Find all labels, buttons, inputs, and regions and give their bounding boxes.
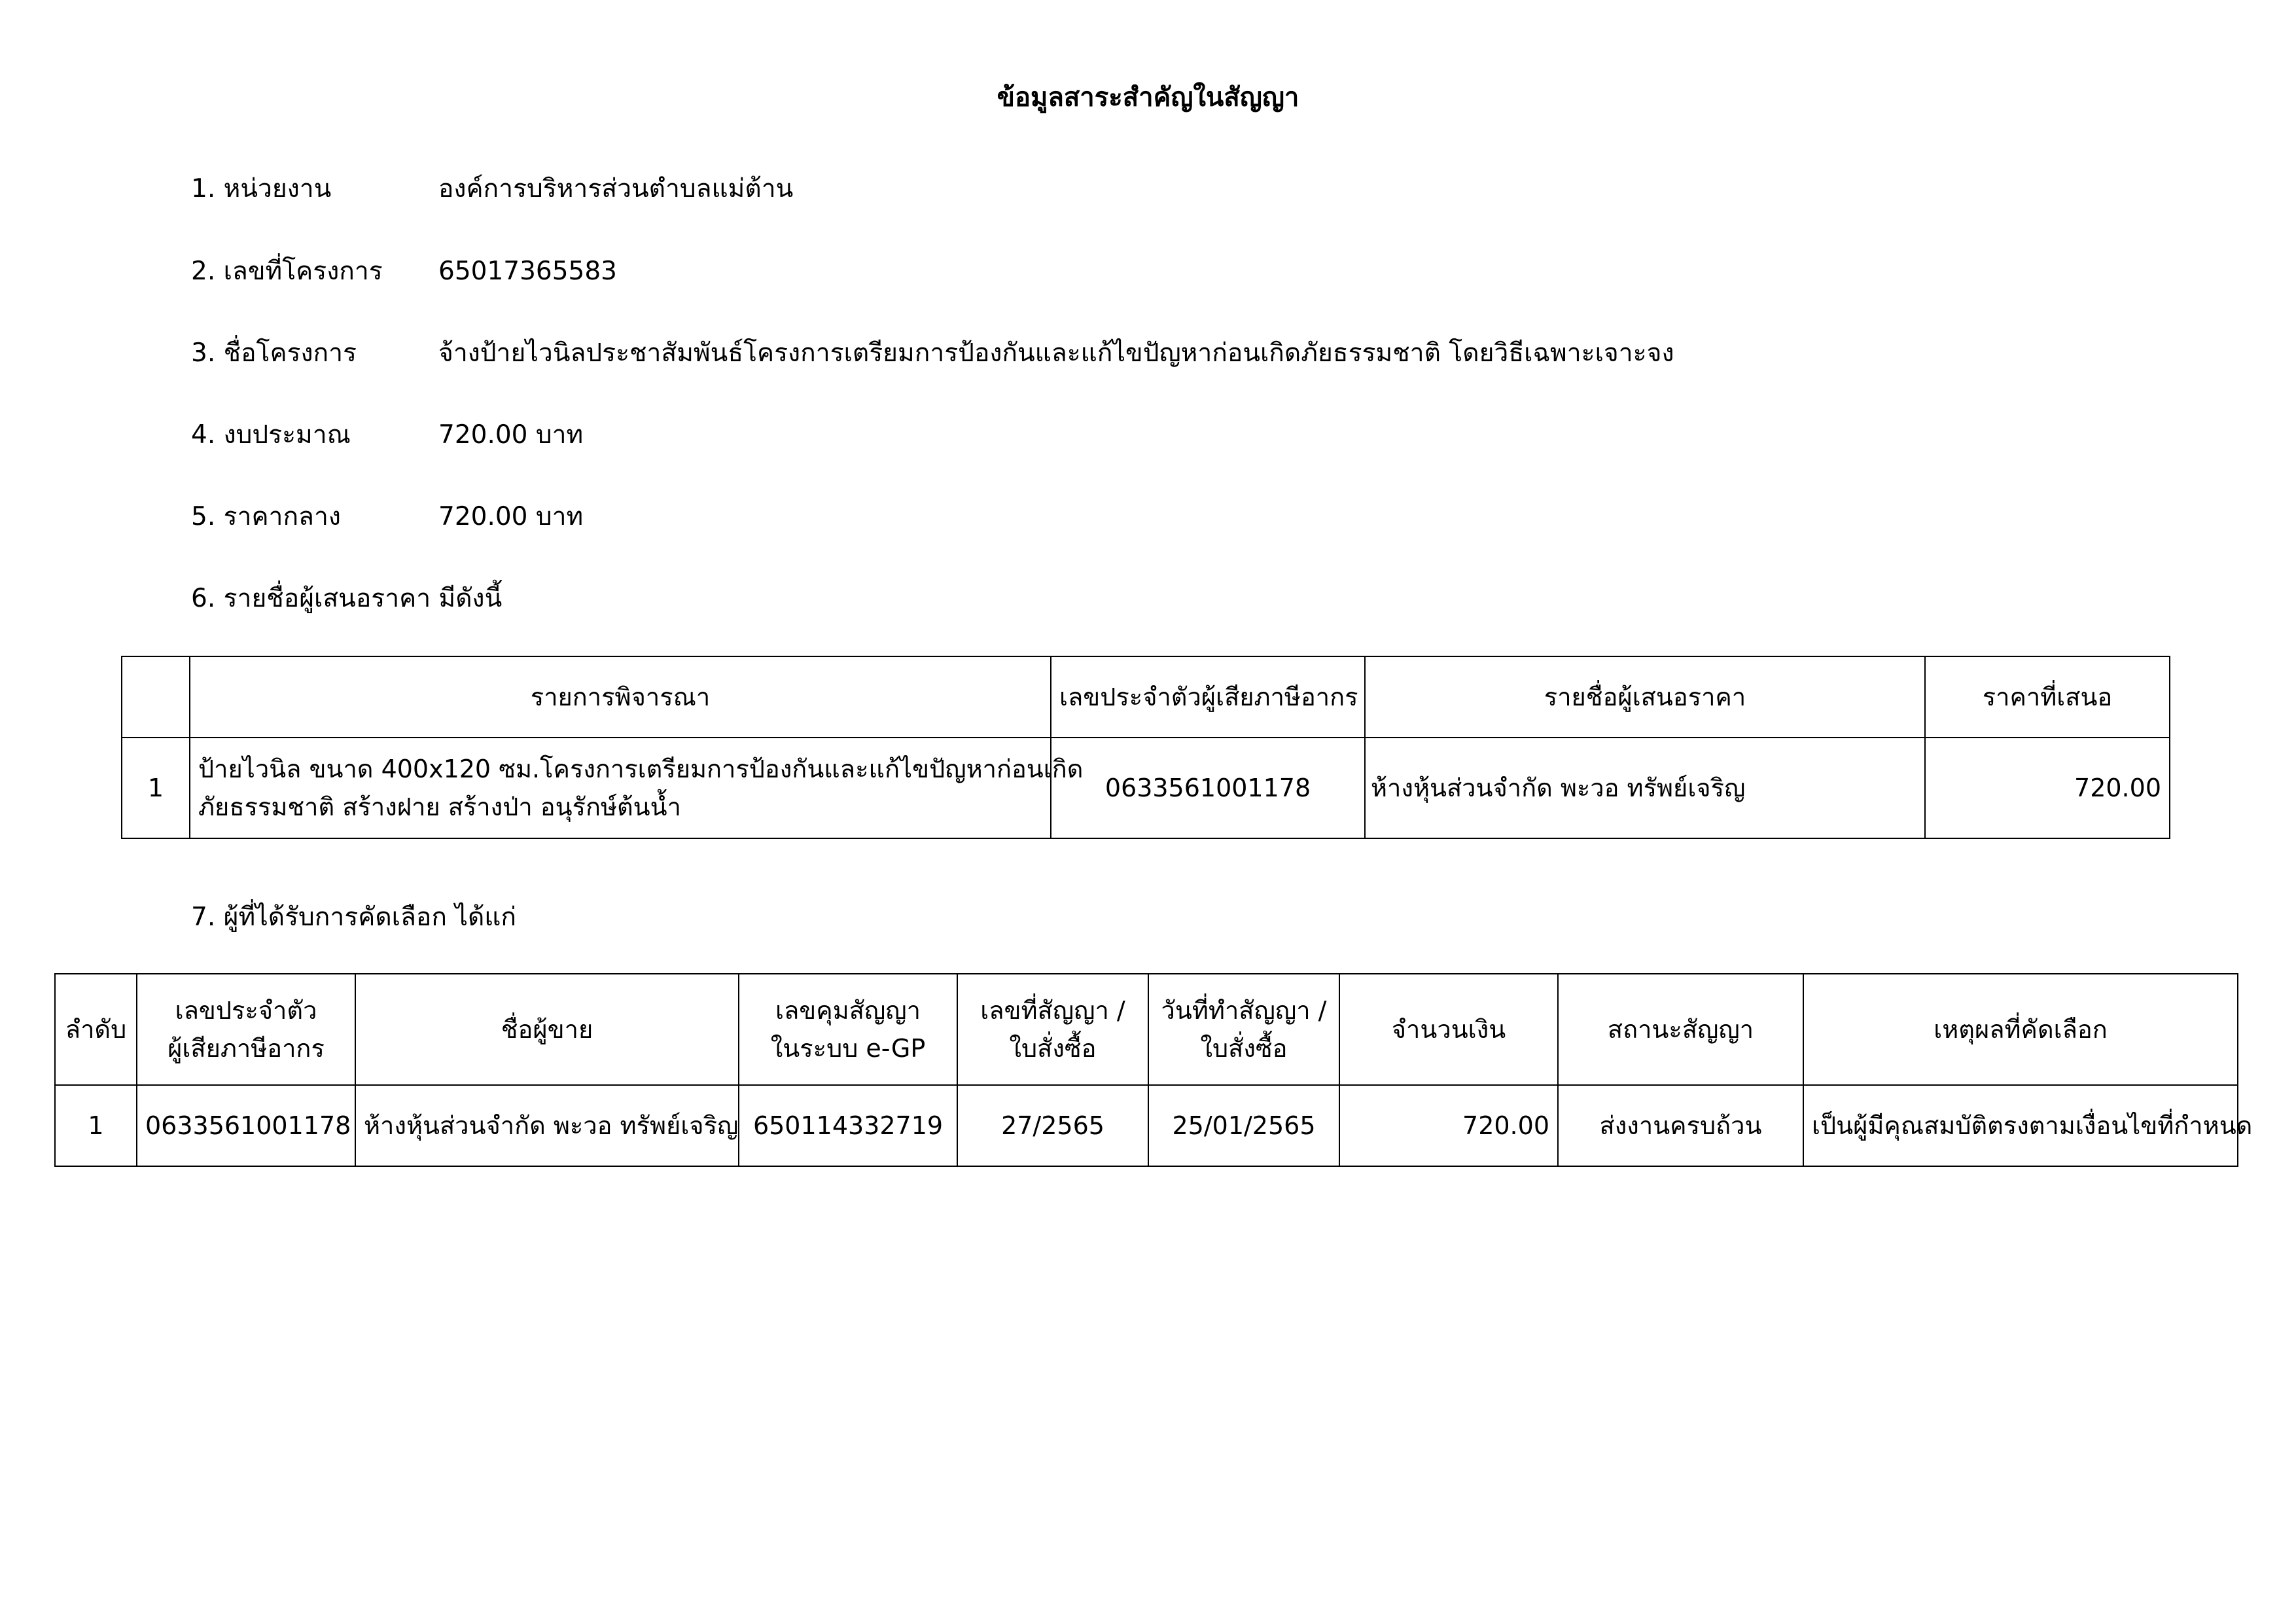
bid-tax-id: 0633561001178 (1051, 738, 1365, 838)
bids-header-index (122, 656, 190, 738)
header-line: เหตุผลที่คัดเลือก (1934, 1015, 2108, 1044)
bid-index: 1 (122, 738, 190, 838)
info-value: 65017365583 (438, 257, 617, 286)
winner-header-amount (1339, 974, 1558, 1085)
winner-contract-no: 27/2565 (957, 1085, 1148, 1166)
header-line: เลขประจำตัว (175, 996, 317, 1025)
info-label: 2. เลขที่โครงการ (191, 257, 383, 286)
header-line: เลขคุมสัญญา (775, 996, 921, 1025)
header-line: วันที่ทำสัญญา / (1161, 996, 1327, 1025)
info-value: 720.00 บาท (438, 502, 584, 531)
info-label: 3. ชื่อโครงการ (191, 338, 357, 368)
header-line: ชื่อผู้ขาย (501, 1015, 593, 1044)
winner-header-seller (355, 974, 739, 1085)
winner-amount: 720.00 (1339, 1085, 1558, 1166)
winner-table (54, 973, 2253, 1167)
bids-header-item: รายการพิจารณา (190, 656, 1051, 738)
winner-header-reason (1803, 974, 2238, 1085)
header-line: สถานะสัญญา (1607, 1015, 1754, 1044)
winner-tax-id: 0633561001178 (137, 1085, 355, 1166)
winner-order: 1 (55, 1085, 137, 1166)
bid-item (190, 738, 1084, 838)
info-value: 720.00 บาท (438, 420, 584, 450)
bids-header-tax-id: เลขประจำตัวผู้เสียภาษีอากร (1051, 656, 1365, 738)
winner-seller-name: ห้างหุ้นส่วนจำกัด พะวอ ทรัพย์เจริญ (355, 1085, 739, 1166)
winner-contract-date: 25/01/2565 (1148, 1085, 1339, 1166)
winner-egp-no: 650114332719 (739, 1085, 957, 1166)
header-line: ใบสั่งซื้อ (1009, 1034, 1097, 1063)
header-line: ลำดับ (65, 1015, 127, 1044)
header-line: ผู้เสียภาษีอากร (168, 1034, 325, 1063)
info-label: 1. หน่วยงาน (191, 174, 332, 204)
info-label: 5. ราคากลาง (191, 502, 341, 531)
table-row (122, 738, 2170, 838)
section-heading-text: 6. รายชื่อผู้เสนอราคา มีดังนี้ (191, 584, 503, 613)
section-heading-text: 7. ผู้ที่ได้รับการคัดเลือก ได้แก่ (191, 902, 517, 932)
winner-reason: เป็นผู้มีคุณสมบัติตรงตามเงื่อนไขที่กำหนด (1803, 1085, 2238, 1166)
winner-header-contract-no (957, 974, 1148, 1085)
info-label: 4. งบประมาณ (191, 420, 351, 450)
bid-bidder-name: ห้างหุ้นส่วนจำกัด พะวอ ทรัพย์เจริญ (1365, 738, 1925, 838)
info-value: จ้างป้ายไวนิลประชาสัมพันธ์โครงการเตรียมการป้องกันและแก้ไขปัญหาก่อนเกิดภัยธรรมชาติ โดยวิธีเฉพาะเจาะจง (438, 338, 1674, 368)
bid-item-line: ภัยธรรมชาติ สร้างฝาย สร้างป่า อนุรักษ์ต้นน้ำ (198, 793, 681, 821)
winner-header-status (1558, 974, 1803, 1085)
bid-price: 720.00 (1925, 738, 2170, 838)
bids-header-price: ราคาที่เสนอ (1925, 656, 2170, 738)
page-title: ข้อมูลสาระสำคัญในสัญญา (997, 82, 1299, 113)
winner-header-egp-no (739, 974, 957, 1085)
info-value: องค์การบริหารส่วนตำบลแม่ต้าน (438, 174, 794, 204)
winner-header-contract-date (1148, 974, 1339, 1085)
table-row (55, 1085, 2238, 1166)
bids-table (121, 656, 2170, 839)
winner-header-order (55, 974, 137, 1085)
winner-header-tax-id (137, 974, 355, 1085)
bids-header-row (122, 656, 2170, 738)
bids-header-bidder: รายชื่อผู้เสนอราคา (1365, 656, 1925, 738)
header-line: เลขที่สัญญา / (980, 996, 1125, 1025)
header-line: ในระบบ e-GP (770, 1034, 926, 1063)
winner-status: ส่งงานครบถ้วน (1558, 1085, 1803, 1166)
header-line: ใบสั่งซื้อ (1200, 1034, 1288, 1063)
winner-header-row (55, 974, 2238, 1085)
bid-item-line: ป้ายไวนิล ขนาด 400x120 ซม.โครงการเตรียมการป้องกันและแก้ไขปัญหาก่อนเกิด (198, 755, 1084, 783)
header-line: จำนวนเงิน (1391, 1015, 1506, 1044)
